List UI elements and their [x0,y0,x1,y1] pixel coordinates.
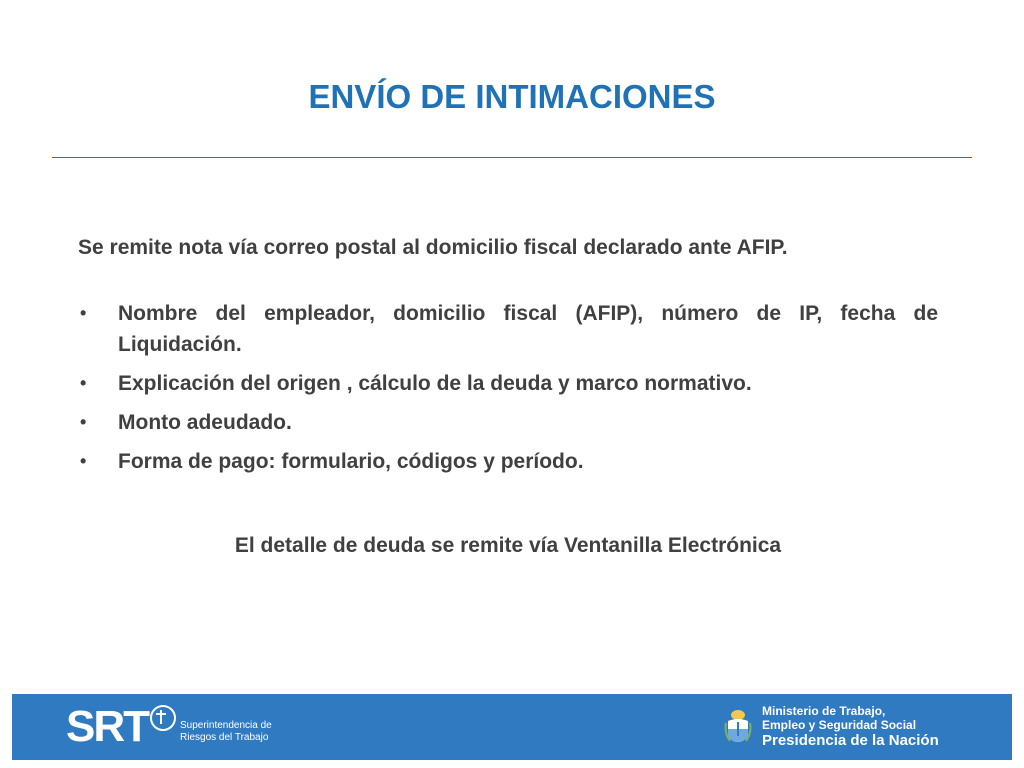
bullet-item [78,407,938,438]
bullet-text: Explicación del origen , cálculo de la deuda y marco normativo. [118,372,752,395]
ministry-logo [724,702,939,752]
bullet-list [78,298,938,477]
srt-wordmark: SRT [66,702,148,751]
srt-full-name [180,720,272,744]
bullet-dot-icon: • [80,451,87,471]
footer-bar [12,694,1012,760]
bullet-dot-icon: • [80,303,87,323]
slide-title: ENVÍO DE INTIMACIONES [308,78,716,115]
ministry-line: Ministerio de Trabajo, [762,704,886,718]
bullet-dot-icon: • [80,373,87,393]
intro-paragraph: Se remite nota vía correo postal al domicilio fiscal declarado ante AFIP. [78,236,788,259]
bullet-text: Nombre del empleador, domicilio fiscal (AFIP), número de IP, fecha de Liquidación. [118,302,938,356]
srt-logo [66,703,272,751]
closing-statement: El detalle de deuda se remite vía Ventanilla Electrónica [234,534,782,557]
bullet-item [78,298,938,360]
coat-of-arms-icon [724,707,752,747]
bullet-dot-icon: • [80,412,87,432]
title-divider [52,157,972,158]
srt-emblem-icon [150,705,176,731]
bullet-text: Monto adeudado. [118,411,292,434]
bullet-text: Forma de pago: formulario, códigos y período. [118,450,584,473]
slide-content [78,232,938,485]
bullet-item [78,368,938,399]
srt-name-line: Riesgos del Trabajo [180,732,269,743]
ministry-line: Empleo y Seguridad Social [762,718,917,732]
srt-name-line: Superintendencia de [180,720,272,731]
bullet-item [78,446,938,477]
ministry-name [762,704,939,750]
presidency-label: Presidencia de la Nación [762,732,939,749]
